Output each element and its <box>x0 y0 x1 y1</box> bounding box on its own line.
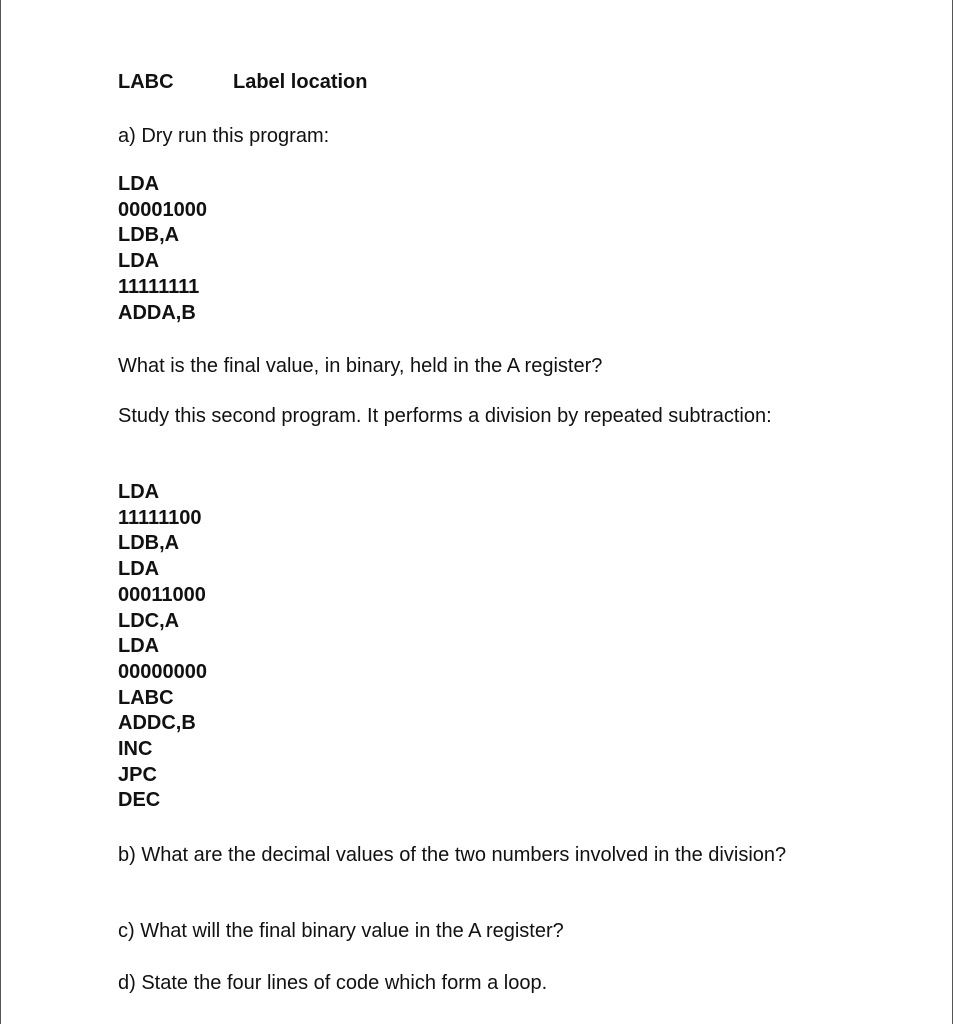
question-d: d) State the four lines of code which form a loop. <box>118 972 548 994</box>
header-definition: Label location <box>233 71 368 93</box>
code-line: LDA <box>118 635 160 658</box>
code-line: JPC <box>118 763 157 786</box>
code-line: LDA <box>118 558 160 581</box>
code-line: LDB,A <box>118 532 180 555</box>
question-c: c) What will the final binary value in the A register? <box>118 920 564 942</box>
code-line: DEC <box>118 789 161 812</box>
code-line: 11111100 <box>118 506 202 529</box>
code-line: INC <box>118 738 153 761</box>
code-line: ADDC,B <box>118 712 196 735</box>
study-text: Study this second program. It performs a division by repeated subtraction: <box>118 405 772 427</box>
code-line: LDA <box>118 250 160 273</box>
code-line: ADDA,B <box>118 301 196 324</box>
study-paragraph <box>118 404 840 429</box>
program-1-code <box>118 172 207 326</box>
code-line: LDA <box>118 173 160 195</box>
program-2-code <box>118 480 207 814</box>
header-term: LABC <box>118 71 174 93</box>
question-a-prompt: a) Dry run this program: <box>118 125 330 147</box>
code-line: 11111111 <box>118 275 200 298</box>
code-line: 00011000 <box>118 583 206 606</box>
question-b <box>118 843 840 868</box>
code-line: LDC,A <box>118 609 180 632</box>
code-line: LABC <box>118 686 174 709</box>
question-final-value: What is the final value, in binary, held in the A register? <box>118 355 603 377</box>
code-line: LDB,A <box>118 224 180 247</box>
question-b-text: b) What are the decimal values of the two numbers involved in the division? <box>118 844 787 866</box>
code-line: 00001000 <box>118 198 207 221</box>
code-line: 00000000 <box>118 660 207 683</box>
code-line: LDA <box>118 481 160 503</box>
